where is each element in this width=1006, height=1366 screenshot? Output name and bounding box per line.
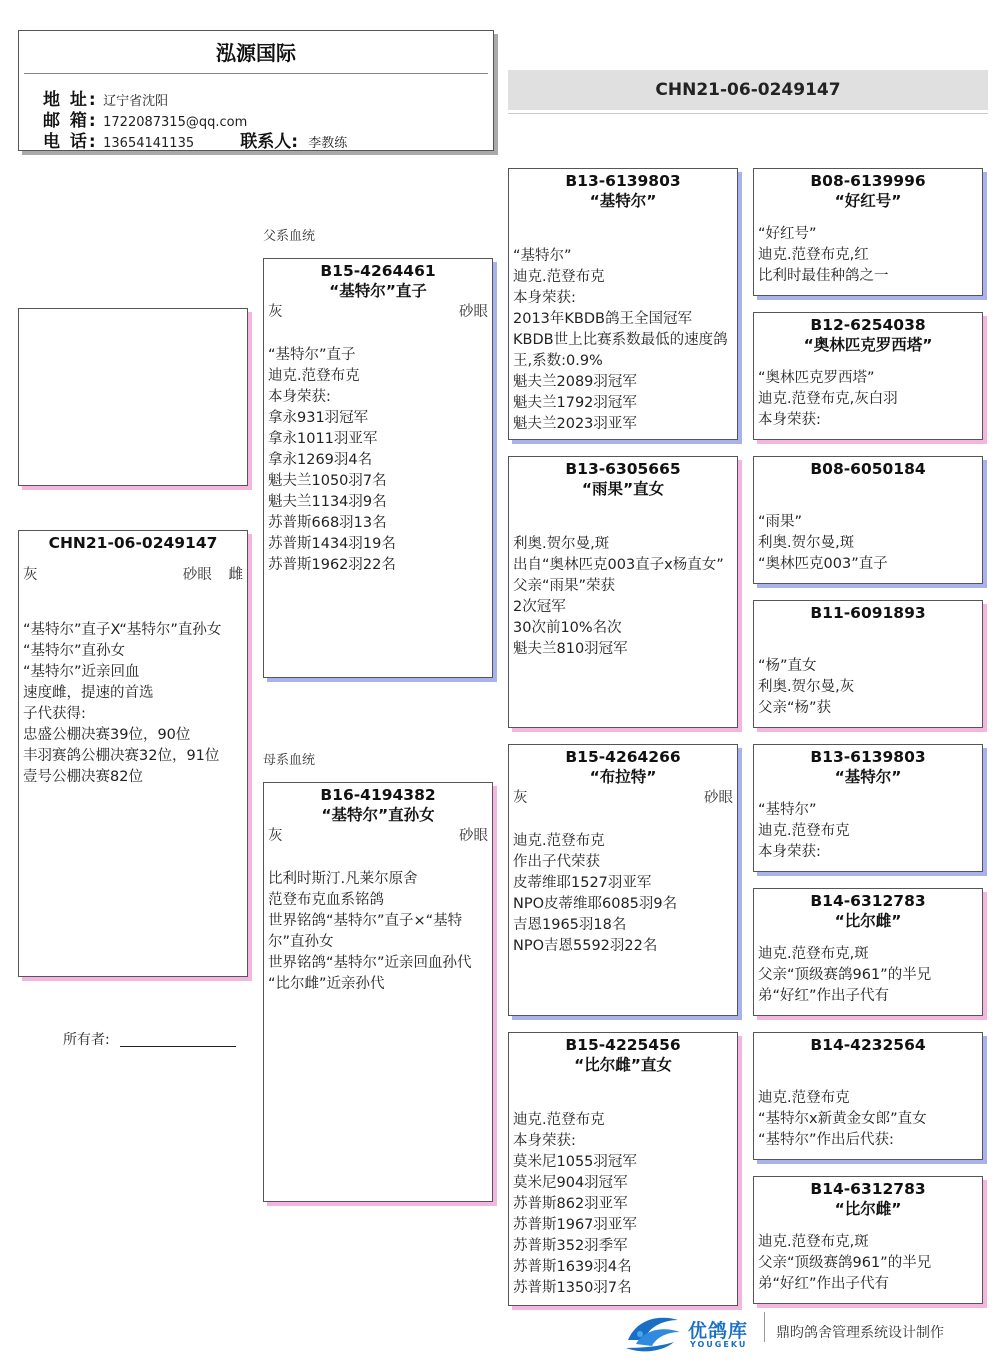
- gen2-line: 苏普斯1350羽7名: [513, 1280, 632, 1296]
- dam-color: 灰: [268, 828, 283, 844]
- sire-line: 拿永1011羽亚军: [268, 431, 378, 447]
- gen2-line: 出自“奥林匹克003直子x杨直女”: [513, 557, 724, 573]
- sire-color: 灰: [268, 304, 283, 320]
- email-label: 邮 箱:: [43, 111, 98, 131]
- dam-line: “比尔雌”近亲孙代: [268, 976, 385, 992]
- phone-row: [43, 127, 347, 152]
- owner-field: [63, 1029, 236, 1049]
- gen2-line: 作出子代荣获: [513, 854, 600, 870]
- gen2-name: “布拉特”: [589, 768, 657, 786]
- gen3-description: [754, 368, 982, 431]
- gen3-card: [753, 888, 983, 1016]
- gen3-line: “好红号”: [758, 226, 817, 242]
- sire-line: 拿永931羽冠军: [268, 410, 369, 426]
- gen3-line: 本身荣获:: [758, 412, 821, 428]
- gen3-description: [754, 800, 982, 863]
- phone-value: 13654141135: [103, 136, 195, 151]
- gen2-line: 父亲“雨果”荣获: [513, 578, 616, 594]
- gen2-line: 苏普斯1639羽4名: [513, 1259, 632, 1275]
- gen3-ring: B11-6091893: [810, 604, 926, 622]
- gen2-line: 魁夫兰2023羽亚军: [513, 416, 637, 432]
- dam-line: 范登布克血系铭鸽: [268, 892, 384, 908]
- gen3-card: [753, 1176, 983, 1304]
- gen2-line: 利奥.贺尔曼,斑: [513, 536, 610, 552]
- mother-line-label: 母系血统: [263, 753, 316, 768]
- gen2-line: NPO皮蒂维耶6085羽9名: [513, 896, 678, 912]
- subject-line: “基特尔”直子X“基特尔”直孙女: [23, 622, 222, 638]
- subject-ring: CHN21-06-0249147: [48, 534, 218, 552]
- sire-line: “基特尔”直子: [268, 347, 356, 363]
- sire-description: [264, 345, 492, 576]
- gen3-ring: B14-6312783: [810, 1180, 926, 1198]
- gen2-line: NPO吉恩5592羽22名: [513, 938, 658, 954]
- gen3-description: [754, 224, 982, 287]
- gen2-ring: B13-6139803: [565, 172, 681, 190]
- email-value: 1722087315@qq.com: [103, 115, 248, 130]
- header-divider: [24, 73, 488, 74]
- gen2-card-maternal-grandsire: [508, 744, 738, 1016]
- gen3-card: [753, 456, 983, 584]
- gen2-card-paternal-grandsire: [508, 168, 738, 440]
- gen2-description: [509, 534, 737, 660]
- dam-name: “基特尔”直孙女: [321, 806, 435, 824]
- banner-underline: [508, 113, 988, 114]
- subject-description: [19, 620, 247, 788]
- sire-attributes: [264, 302, 492, 323]
- gen3-line: “基特尔x新黄金女郎”直女: [758, 1111, 927, 1127]
- main-ring-banner: [508, 70, 988, 110]
- gen3-card: [753, 744, 983, 872]
- subject-line: “基特尔”近亲回血: [23, 664, 140, 680]
- gen2-line: “基特尔”: [513, 248, 572, 264]
- gen2-line: 魁夫兰2089羽冠军: [513, 374, 637, 390]
- brand-name: 优鸽库: [688, 1320, 749, 1342]
- gen2-description: [509, 1110, 737, 1299]
- address-label: 地 址:: [43, 90, 98, 110]
- owner-signature-line: [120, 1032, 236, 1047]
- gen3-ring: B08-6050184: [810, 460, 926, 478]
- gen3-name: “比尔雌”: [834, 912, 902, 930]
- gen3-ring: B13-6139803: [810, 748, 926, 766]
- gen3-card: [753, 1032, 983, 1160]
- sire-line: 魁夫兰1134羽9名: [268, 494, 387, 510]
- subject-attributes: [19, 565, 247, 586]
- gen3-line: 弟“好红”作出子代有: [758, 988, 890, 1004]
- gen3-card: [753, 312, 983, 440]
- sire-name: “基特尔”直子: [329, 282, 427, 300]
- gen2-line: 本身荣获:: [513, 1133, 576, 1149]
- gen2-line: 2013年KBDB鸽王全国冠军: [513, 311, 692, 327]
- subject-line: 速度雌，提速的首选: [23, 685, 154, 701]
- dam-ring: B16-4194382: [320, 786, 436, 804]
- gen3-description: [754, 1088, 982, 1151]
- gen2-line: 迪克.范登布克: [513, 269, 605, 285]
- subject-color: 灰: [23, 567, 38, 583]
- subject-line: 丰羽赛鸽公棚决赛32位，91位: [23, 748, 220, 764]
- pigeon-photo-frame: [18, 308, 248, 486]
- subject-sex: 雌: [228, 567, 243, 583]
- gen3-line: 迪克.范登布克,红: [758, 247, 869, 263]
- gen3-name: “奥林匹克罗西塔”: [803, 336, 933, 354]
- sire-line: 魁夫兰1050羽7名: [268, 473, 387, 489]
- dam-card: [263, 782, 493, 1202]
- gen2-line: KBDB世上比赛系数最低的速度鸽王,系数:0.9%: [513, 332, 728, 369]
- gen3-description: [754, 1232, 982, 1295]
- gen3-description: [754, 656, 982, 719]
- gen2-ring: B15-4264266: [565, 748, 681, 766]
- gen2-ring: B13-6305665: [565, 460, 681, 478]
- gen3-card: [753, 600, 983, 728]
- gen3-ring: B14-6312783: [810, 892, 926, 910]
- dam-line: 比利时斯汀.凡莱尔原舍: [268, 871, 418, 887]
- gen3-line: 父亲“杨”获: [758, 700, 832, 716]
- dam-description: [264, 869, 492, 995]
- sire-line: 迪克.范登布克: [268, 368, 360, 384]
- sire-line: 苏普斯1962羽22名: [268, 557, 396, 573]
- gen2-description: [509, 246, 737, 435]
- gen2-line: 莫米尼1055羽冠军: [513, 1154, 637, 1170]
- gen2-line: 迪克.范登布克: [513, 1112, 605, 1128]
- phone-label: 电 话:: [43, 132, 98, 152]
- gen3-ring: B08-6139996: [810, 172, 926, 190]
- sire-line: 本身荣获:: [268, 389, 331, 405]
- subject-card: [18, 530, 248, 977]
- gen3-line: “雨果”: [758, 514, 803, 530]
- gen3-line: 利奥.贺尔曼,灰: [758, 679, 855, 695]
- gen2-name: “基特尔”: [589, 192, 657, 210]
- gen2-line: 魁夫兰1792羽冠军: [513, 395, 637, 411]
- dam-eye: 砂眼: [459, 828, 488, 844]
- owner-label: 所有者:: [63, 1032, 110, 1048]
- gen2-ring: B15-4225456: [565, 1036, 681, 1054]
- sire-eye: 砂眼: [459, 304, 488, 320]
- kennel-name: 泓源国际: [216, 41, 296, 65]
- gen3-line: 迪克.范登布克,灰白羽: [758, 391, 898, 407]
- gen2-line: 苏普斯862羽亚军: [513, 1196, 628, 1212]
- gen2-line: 皮蒂维耶1527羽亚军: [513, 875, 652, 891]
- gen3-line: 迪克.范登布克: [758, 1090, 850, 1106]
- gen2-name: “比尔雌”直女: [574, 1056, 672, 1074]
- gen3-line: 弟“好红”作出子代有: [758, 1276, 890, 1292]
- dam-attributes: [264, 826, 492, 847]
- gen3-line: 比利时最佳种鸽之一: [758, 268, 889, 284]
- gen2-card-paternal-granddam: [508, 456, 738, 728]
- gen2-color: 灰: [513, 790, 528, 806]
- gen2-description: [509, 831, 737, 957]
- gen2-line: 莫米尼904羽冠军: [513, 1175, 628, 1191]
- gen2-line: 苏普斯352羽季军: [513, 1238, 628, 1254]
- gen3-line: 迪克.范登布克,斑: [758, 1234, 869, 1250]
- gen3-line: 利奥.贺尔曼,斑: [758, 535, 855, 551]
- gen3-description: [754, 944, 982, 1007]
- main-ring-number: CHN21-06-0249147: [655, 80, 841, 100]
- dam-line: 世界铭鸽“基特尔”直子×“基特尔”直孙女: [268, 913, 463, 950]
- gen3-name: “好红号”: [834, 192, 902, 210]
- sire-ring: B15-4264461: [320, 262, 436, 280]
- subject-eye: 砂眼: [182, 567, 212, 583]
- gen3-line: 迪克.范登布克,斑: [758, 946, 869, 962]
- subject-line: 忠盛公棚决赛39位，90位: [23, 727, 191, 743]
- sire-card: [263, 258, 493, 678]
- gen2-line: 魁夫兰810羽冠军: [513, 641, 628, 657]
- gen2-name: “雨果”直女: [581, 480, 665, 498]
- gen2-line: 苏普斯1967羽亚军: [513, 1217, 637, 1233]
- gen2-line: 30次前10%名次: [513, 620, 622, 636]
- gen2-eye: 砂眼: [704, 790, 733, 806]
- gen2-attributes: [509, 788, 737, 809]
- gen3-line: 父亲“顶级赛鸽961”的半兄: [758, 967, 932, 983]
- yougeku-logo-icon: [622, 1310, 686, 1356]
- gen3-card: [753, 168, 983, 296]
- contact-value: 李教练: [308, 136, 348, 151]
- gen3-description: [754, 512, 982, 575]
- gen3-line: “杨”直女: [758, 658, 817, 674]
- footer-divider: [764, 1312, 765, 1342]
- gen3-line: “奥林匹克罗西塔”: [758, 370, 875, 386]
- gen2-line: 迪克.范登布克: [513, 833, 605, 849]
- subject-line: 壹号公棚决赛82位: [23, 769, 143, 785]
- gen3-name: “比尔雌”: [834, 1200, 902, 1218]
- gen3-line: “基特尔”作出后代获:: [758, 1132, 894, 1148]
- gen3-name: “基特尔”: [834, 768, 902, 786]
- subject-line: “基特尔”直孙女: [23, 643, 126, 659]
- sire-line: 苏普斯668羽13名: [268, 515, 387, 531]
- gen2-line: 本身荣获:: [513, 290, 576, 306]
- address-value: 辽宁省沈阳: [103, 94, 169, 109]
- contact-label: 联系人:: [240, 132, 299, 152]
- brand-name-en: YOUGEKU: [690, 1340, 748, 1349]
- gen3-ring: B14-4232564: [810, 1036, 926, 1054]
- gen2-card-maternal-granddam: [508, 1032, 738, 1306]
- gen2-line: 2次冠军: [513, 599, 566, 615]
- father-line-label: 父系血统: [263, 229, 316, 244]
- kennel-header: [18, 30, 494, 151]
- sire-line: 苏普斯1434羽19名: [268, 536, 396, 552]
- gen3-line: 本身荣获:: [758, 844, 821, 860]
- gen3-line: “基特尔”: [758, 802, 817, 818]
- gen3-ring: B12-6254038: [810, 316, 926, 334]
- gen2-line: 吉恩1965羽18名: [513, 917, 627, 933]
- gen3-line: 父亲“顶级赛鸽961”的半兄: [758, 1255, 932, 1271]
- gen3-line: “奥林匹克003”直子: [758, 556, 888, 572]
- subject-line: 子代获得:: [23, 706, 86, 722]
- dam-line: 世界铭鸽“基特尔”近亲回血孙代: [268, 955, 472, 971]
- footer-credit: 鼎昀鸽舍管理系统设计制作: [776, 1325, 944, 1341]
- gen3-line: 迪克.范登布克: [758, 823, 850, 839]
- sire-line: 拿永1269羽4名: [268, 452, 373, 468]
